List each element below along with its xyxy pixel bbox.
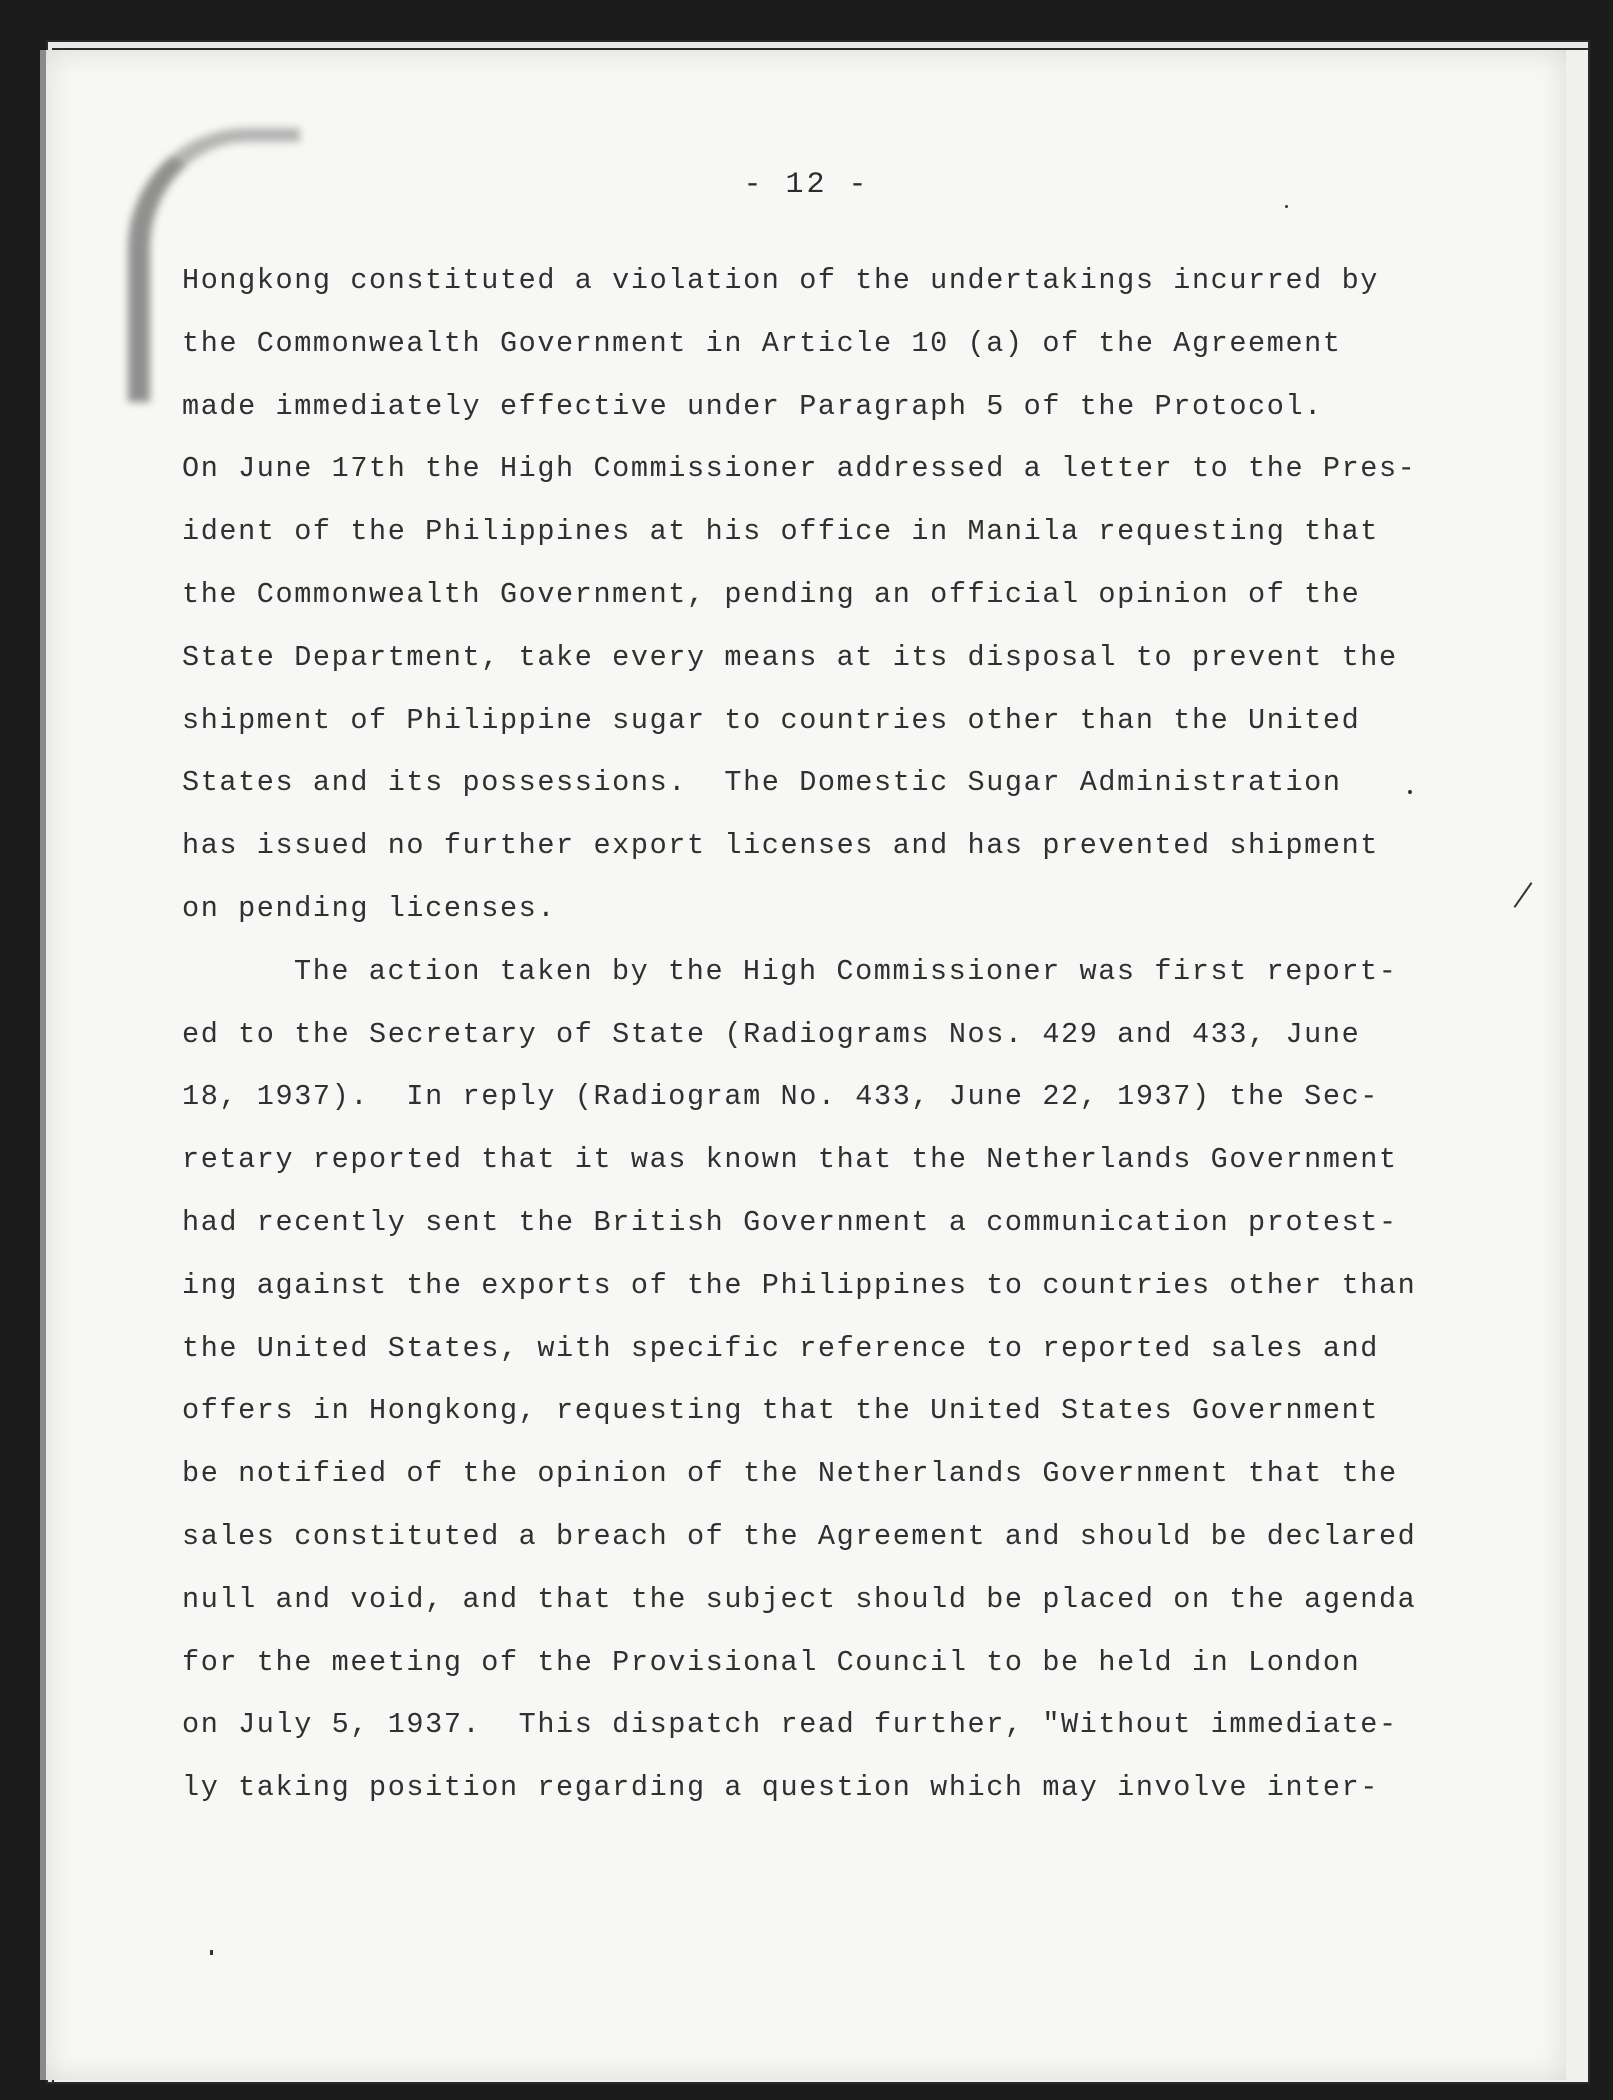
text-line: the Commonwealth Government in Article 10 (a) of the Agreement: [182, 326, 1342, 360]
text-line: ident of the Philippines at his office in Manila requesting that: [182, 515, 1379, 549]
text-line: The action taken by the High Commissioner was first report-: [294, 954, 1398, 988]
page-number: - 12 -: [743, 168, 870, 202]
ink-dot: [1285, 205, 1288, 208]
text-line: States and its possessions. The Domestic Sugar Administration: [182, 766, 1342, 800]
text-line: for the meeting of the Provisional Council to be held in London: [182, 1645, 1361, 1679]
text-line: retary reported that it was known that the Netherlands Government: [182, 1143, 1398, 1177]
ink-dot: [210, 1950, 213, 1955]
text-line: ly taking position regarding a question which may involve inter-: [182, 1771, 1379, 1805]
text-line: ed to the Secretary of State (Radiograms Nos. 429 and 433, June: [182, 1017, 1361, 1051]
text-line: had recently sent the British Government a communication protest-: [182, 1205, 1398, 1239]
text-line: shipment of Philippine sugar to countries other than the United: [182, 703, 1361, 737]
text-line: the United States, with specific reference to reported sales and: [182, 1331, 1379, 1365]
text-line: Hongkong constituted a violation of the undertakings incurred by: [182, 264, 1379, 297]
text-line: 18, 1937). In reply (Radiogram No. 433, June 22, 1937) the Sec-: [182, 1080, 1379, 1114]
text-line: on July 5, 1937. This dispatch read further, "Without immediate-: [182, 1708, 1398, 1742]
text-line: has issued no further export licenses and has prevented shipment: [182, 829, 1379, 863]
document-body: [182, 250, 1442, 1820]
text-line: made immediately effective under Paragraph 5 of the Protocol.: [182, 389, 1323, 423]
text-line: ing against the exports of the Philippines to countries other than: [182, 1268, 1417, 1302]
ink-dot: [1408, 790, 1412, 794]
text-line: sales constituted a breach of the Agreement and should be declared: [182, 1519, 1417, 1553]
text-line: On June 17th the High Commissioner addressed a letter to the Pres-: [182, 452, 1417, 486]
text-line: State Department, take every means at its disposal to prevent the: [182, 640, 1398, 674]
text-line: on pending licenses.: [182, 891, 557, 925]
text-line: null and void, and that the subject should be placed on the agenda: [182, 1582, 1417, 1616]
text-line: offers in Hongkong, requesting that the United States Government: [182, 1394, 1379, 1428]
text-line: the Commonwealth Government, pending an official opinion of the: [182, 577, 1361, 611]
text-line: be notified of the opinion of the Netherlands Government that the: [182, 1457, 1398, 1491]
